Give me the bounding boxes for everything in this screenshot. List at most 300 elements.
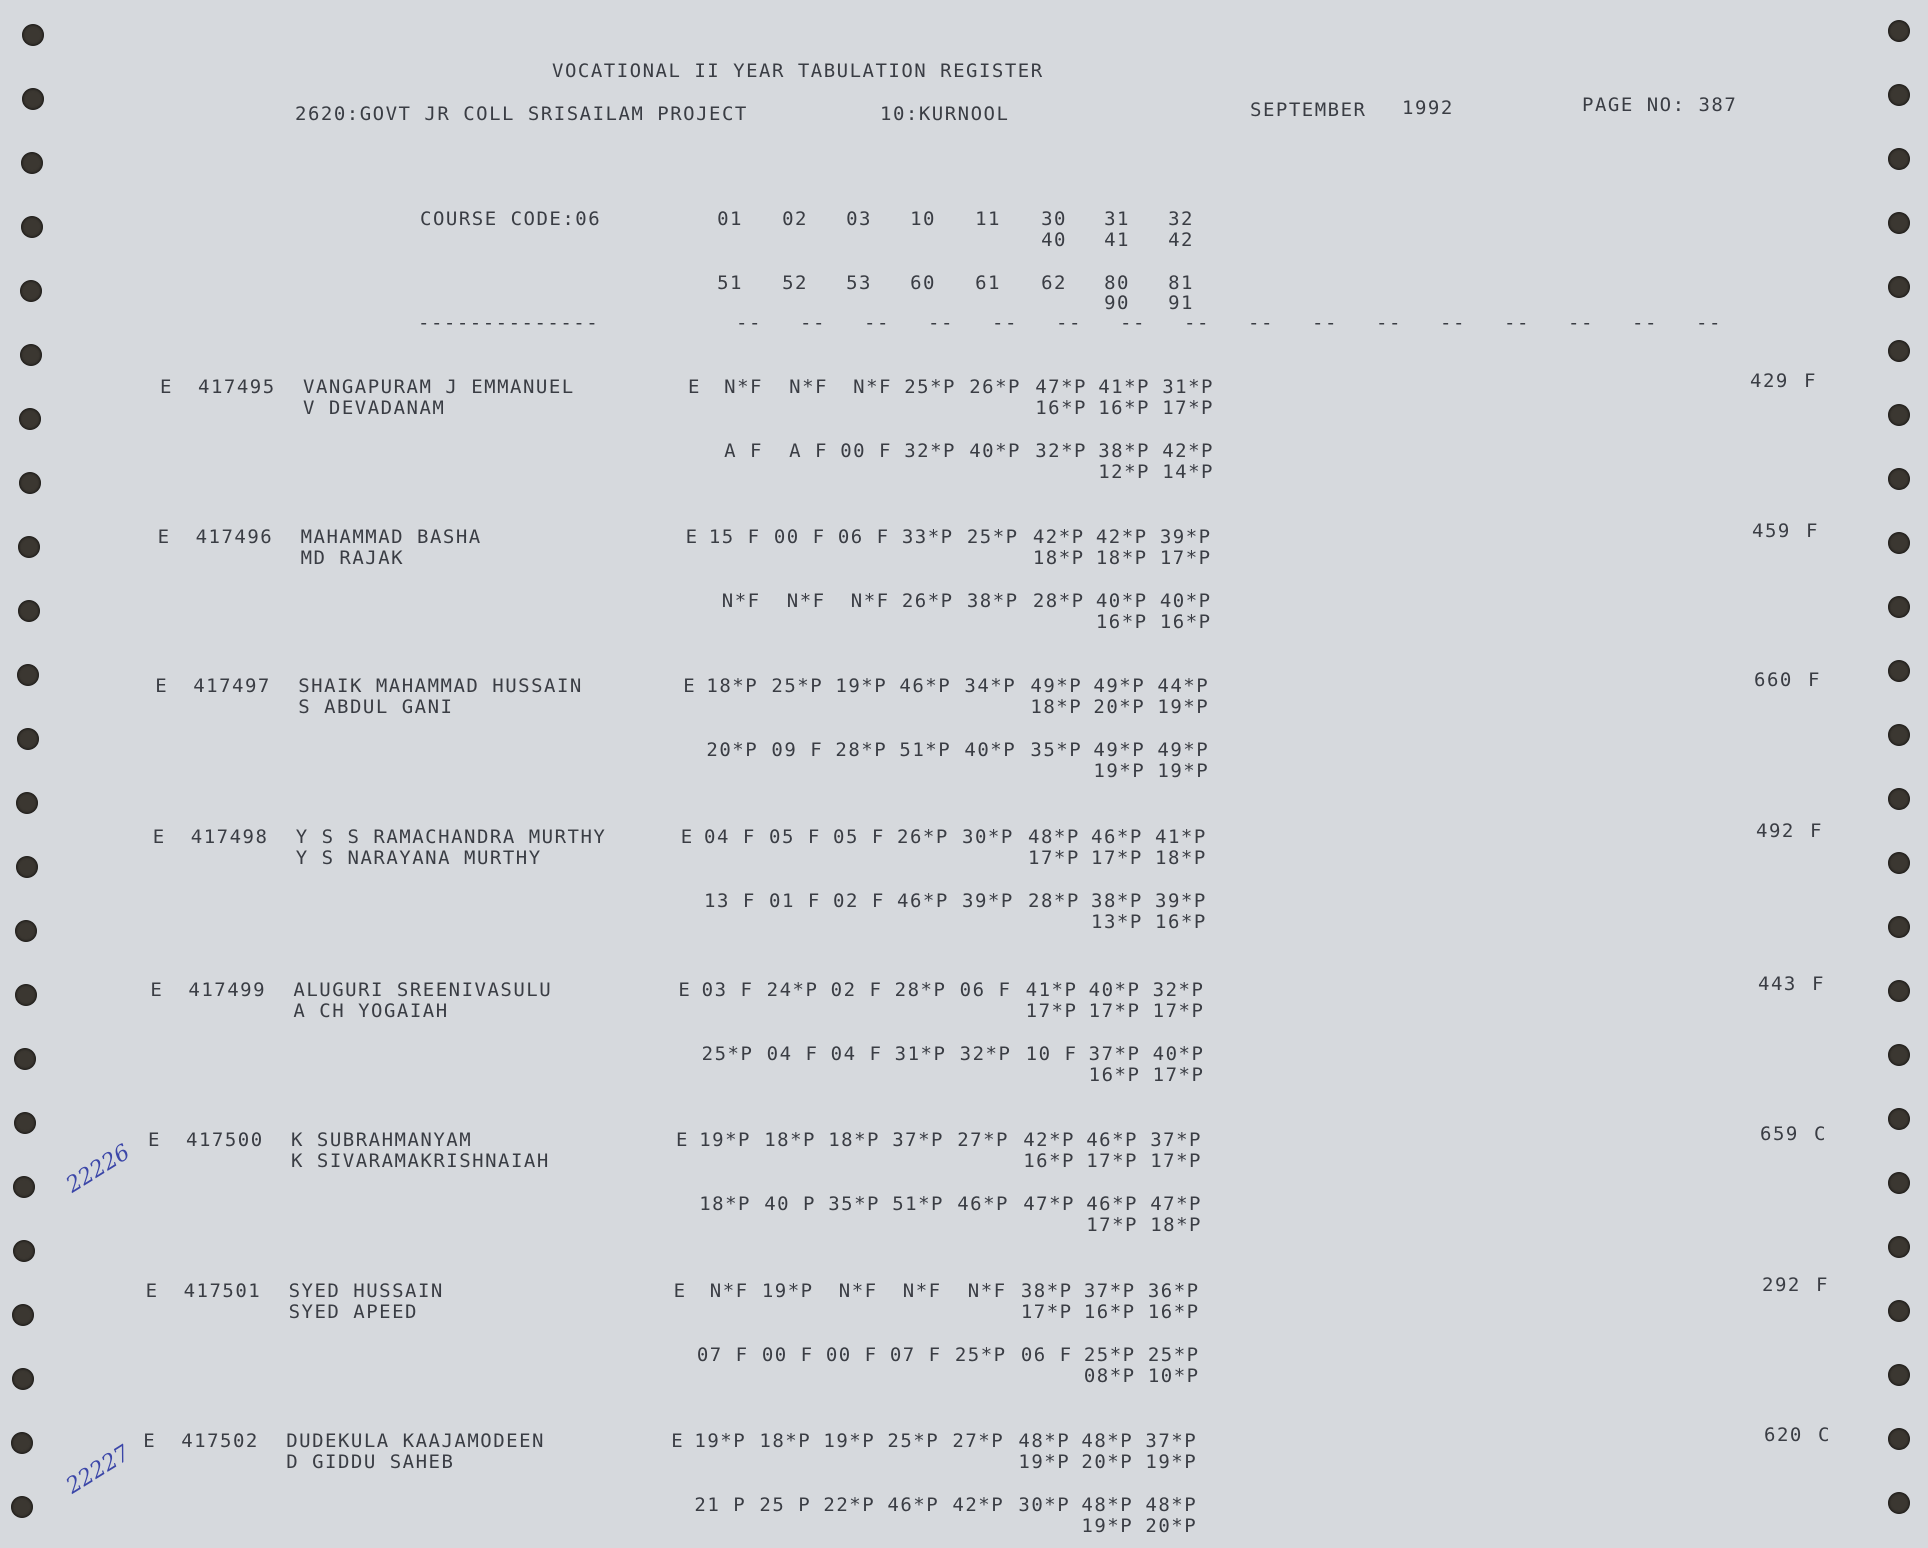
subject-code: 91 xyxy=(1168,292,1194,314)
mark: 46*P xyxy=(1086,1193,1138,1215)
feed-hole xyxy=(13,1240,35,1262)
mark: 18*P xyxy=(1032,547,1085,569)
mark: 32*P xyxy=(1152,979,1205,1001)
mark: 18*P xyxy=(1150,1214,1202,1236)
feed-hole xyxy=(16,856,38,878)
mark: 13*P xyxy=(1091,911,1143,933)
father-name: S ABDUL GANI xyxy=(298,696,454,718)
mark: A F xyxy=(724,440,763,462)
feed-hole xyxy=(21,216,43,238)
register-title: VOCATIONAL II YEAR TABULATION REGISTER xyxy=(552,60,1044,82)
subject-code: 61 xyxy=(975,272,1001,294)
mark: 00 F xyxy=(840,440,892,462)
total-marks: 429 xyxy=(1750,370,1789,392)
mark: 19*P xyxy=(1157,760,1210,782)
mark: 40*P xyxy=(964,739,1017,761)
father-name: Y S NARAYANA MURTHY xyxy=(295,847,542,869)
mark: 46*P xyxy=(1091,826,1143,848)
mark: 42*P xyxy=(1162,440,1214,462)
mark: 38*P xyxy=(1098,440,1150,462)
record-status: E xyxy=(143,1430,157,1452)
feed-hole xyxy=(12,1368,34,1390)
mark: 38*P xyxy=(966,590,1019,612)
column-dash: -- xyxy=(1248,312,1274,334)
mark: 31*P xyxy=(1162,376,1214,398)
mark: 37*P xyxy=(892,1129,944,1151)
mark: 42*P xyxy=(1023,1129,1075,1151)
mark: 49*P xyxy=(1030,675,1083,697)
subject-code: 02 xyxy=(782,208,808,230)
record-status: E xyxy=(150,979,164,1001)
course-underline: -------------- xyxy=(418,312,600,334)
result: F xyxy=(1810,820,1823,842)
mark: 16*P xyxy=(1083,1301,1136,1323)
feed-hole xyxy=(1888,20,1910,42)
mark: 16*P xyxy=(1088,1064,1141,1086)
mark: 35*P xyxy=(828,1193,880,1215)
mark: 46*P xyxy=(899,675,952,697)
mark: N*F xyxy=(902,1280,942,1302)
mark: 40 P xyxy=(764,1193,816,1215)
mark: 00 F xyxy=(773,526,826,548)
mark: 37*P xyxy=(1083,1280,1136,1302)
mark: 02 F xyxy=(833,890,885,912)
mark: 24*P xyxy=(766,979,819,1001)
feed-hole xyxy=(1888,148,1910,170)
medium: E xyxy=(683,675,697,697)
feed-hole xyxy=(1888,340,1910,362)
mark: 18*P xyxy=(706,675,759,697)
mark: 20*P xyxy=(1081,1451,1134,1473)
subject-code: 90 xyxy=(1104,292,1130,314)
medium: E xyxy=(680,826,694,848)
tractor-feed-holes-left xyxy=(22,0,62,1548)
feed-hole xyxy=(17,728,39,750)
mark: 20*P xyxy=(1093,696,1146,718)
subject-code: 31 xyxy=(1104,208,1130,230)
feed-hole xyxy=(1888,1236,1910,1258)
feed-hole xyxy=(18,536,40,558)
mark: 19*P xyxy=(694,1430,747,1452)
mark: 21 P xyxy=(694,1494,747,1516)
feed-hole xyxy=(14,1048,36,1070)
total-marks: 292 xyxy=(1762,1274,1801,1296)
mark: 19*P xyxy=(761,1280,814,1302)
mark: 19*P xyxy=(835,675,888,697)
mark: 32*P xyxy=(959,1043,1012,1065)
feed-hole xyxy=(17,664,39,686)
mark: 41*P xyxy=(1155,826,1207,848)
mark: 17*P xyxy=(1025,1000,1078,1022)
column-dash: -- xyxy=(800,312,826,334)
total-marks: 443 xyxy=(1758,973,1797,995)
subject-code: 01 xyxy=(717,208,743,230)
feed-hole xyxy=(1888,980,1910,1002)
mark: 06 F xyxy=(1020,1344,1073,1366)
mark: 25 P xyxy=(759,1494,812,1516)
mark: 06 F xyxy=(959,979,1012,1001)
feed-hole xyxy=(1888,212,1910,234)
feed-hole xyxy=(1888,724,1910,746)
total-marks: 492 xyxy=(1756,820,1795,842)
mark: 28*P xyxy=(835,739,888,761)
subject-code: 42 xyxy=(1168,229,1194,251)
column-dash: -- xyxy=(1504,312,1530,334)
mark: 49*P xyxy=(1157,739,1210,761)
handwritten-annotation: 22227 xyxy=(62,1440,135,1500)
mark: 06 F xyxy=(837,526,890,548)
feed-hole xyxy=(12,1304,34,1326)
mark: 26*P xyxy=(901,590,954,612)
tractor-feed-holes-right xyxy=(1880,0,1920,1548)
mark: 26*P xyxy=(897,826,949,848)
mark: 00 F xyxy=(825,1344,878,1366)
mark: 12*P xyxy=(1098,461,1150,483)
subject-code: 51 xyxy=(717,272,743,294)
roll-number: 417499 xyxy=(188,979,267,1001)
mark: 48*P xyxy=(1018,1430,1071,1452)
feed-hole xyxy=(1888,916,1910,938)
mark: 25*P xyxy=(771,675,824,697)
mark: 17*P xyxy=(1150,1150,1202,1172)
father-name: A CH YOGAIAH xyxy=(293,1000,449,1022)
feed-hole xyxy=(11,1432,33,1454)
mark: 35*P xyxy=(1030,739,1083,761)
mark: 49*P xyxy=(1093,739,1146,761)
mark: 16*P xyxy=(1098,397,1150,419)
subject-code: 32 xyxy=(1168,208,1194,230)
handwritten-annotation: 22226 xyxy=(62,1139,135,1199)
father-name: SYED APEED xyxy=(288,1301,418,1323)
student-name: Y S S RAMACHANDRA MURTHY xyxy=(295,826,607,848)
mark: 31*P xyxy=(894,1043,947,1065)
subject-code: 81 xyxy=(1168,272,1194,294)
column-dash: -- xyxy=(1440,312,1466,334)
mark: 04 F xyxy=(704,826,756,848)
record-status: E xyxy=(160,376,173,398)
mark: 19*P xyxy=(1081,1515,1134,1537)
mark: 38*P xyxy=(1091,890,1143,912)
mark: 16*P xyxy=(1159,611,1212,633)
subject-code: 80 xyxy=(1104,272,1130,294)
feed-hole xyxy=(1888,596,1910,618)
roll-number: 417500 xyxy=(186,1129,264,1151)
column-dash: -- xyxy=(1056,312,1082,334)
mark: N*F xyxy=(724,376,763,398)
feed-hole xyxy=(1888,1492,1910,1514)
mark: 19*P xyxy=(823,1430,876,1452)
feed-hole xyxy=(1888,1364,1910,1386)
mark: 42*P xyxy=(1032,526,1085,548)
feed-hole xyxy=(22,24,44,46)
feed-hole xyxy=(18,600,40,622)
feed-hole xyxy=(1888,1108,1910,1130)
mark: 37*P xyxy=(1088,1043,1141,1065)
medium: E xyxy=(685,526,699,548)
mark: 05 F xyxy=(833,826,885,848)
mark: 18*P xyxy=(828,1129,880,1151)
mark: 47*P xyxy=(1035,376,1087,398)
mark: 02 F xyxy=(830,979,883,1001)
mark: 10*P xyxy=(1147,1365,1200,1387)
mark: 25*P xyxy=(887,1430,940,1452)
feed-hole xyxy=(19,408,41,430)
result: F xyxy=(1808,669,1821,691)
record-status: E xyxy=(145,1280,159,1302)
mark: 28*P xyxy=(1028,890,1080,912)
mark: 40*P xyxy=(1152,1043,1205,1065)
mark: 20*P xyxy=(1145,1515,1198,1537)
mark: 32*P xyxy=(904,440,956,462)
subject-code: 52 xyxy=(782,272,808,294)
mark: 30*P xyxy=(962,826,1014,848)
subject-code: 53 xyxy=(846,272,872,294)
result: F xyxy=(1804,370,1817,392)
mark: 17*P xyxy=(1159,547,1212,569)
mark: 28*P xyxy=(1032,590,1085,612)
feed-hole xyxy=(1888,532,1910,554)
feed-hole xyxy=(1888,788,1910,810)
mark: 18*P xyxy=(759,1430,812,1452)
feed-hole xyxy=(21,152,43,174)
student-name: VANGAPURAM J EMMANUEL xyxy=(303,376,575,398)
column-dash: -- xyxy=(736,312,762,334)
mark: 19*P xyxy=(1145,1451,1198,1473)
mark: N*F xyxy=(789,376,828,398)
exam-month: SEPTEMBER xyxy=(1250,99,1367,121)
mark: 13 F xyxy=(704,890,756,912)
feed-hole xyxy=(1888,1428,1910,1450)
mark: N*F xyxy=(786,590,826,612)
mark: 28*P xyxy=(894,979,947,1001)
mark: 51*P xyxy=(892,1193,944,1215)
column-dash: -- xyxy=(1632,312,1658,334)
result: F xyxy=(1806,520,1819,542)
feed-hole xyxy=(1888,1044,1910,1066)
column-dash: -- xyxy=(1120,312,1146,334)
student-name: ALUGURI SREENIVASULU xyxy=(293,979,553,1001)
mark: 48*P xyxy=(1145,1494,1198,1516)
feed-hole xyxy=(19,472,41,494)
mark: 25*P xyxy=(954,1344,1007,1366)
mark: 10 F xyxy=(1025,1043,1078,1065)
subject-code: 40 xyxy=(1041,229,1067,251)
mark: 46*P xyxy=(957,1193,1009,1215)
student-name: SHAIK MAHAMMAD HUSSAIN xyxy=(298,675,583,697)
page-number: PAGE NO: 387 xyxy=(1582,94,1738,116)
column-dash: -- xyxy=(928,312,954,334)
mark: 15 F xyxy=(708,526,761,548)
mark: 04 F xyxy=(830,1043,883,1065)
medium: E xyxy=(678,979,692,1001)
mark: N*F xyxy=(709,1280,749,1302)
mark: 08*P xyxy=(1083,1365,1136,1387)
district-name: 10:KURNOOL xyxy=(880,103,1010,125)
column-dash: -- xyxy=(1696,312,1722,334)
mark: 07 F xyxy=(889,1344,942,1366)
mark: 17*P xyxy=(1091,847,1143,869)
mark: 17*P xyxy=(1028,847,1080,869)
student-name: MAHAMMAD BASHA xyxy=(300,526,482,548)
mark: 40*P xyxy=(1095,590,1148,612)
mark: 16*P xyxy=(1095,611,1148,633)
feed-hole xyxy=(1888,1300,1910,1322)
mark: 40*P xyxy=(1159,590,1212,612)
mark: 20*P xyxy=(706,739,759,761)
mark: 33*P xyxy=(901,526,954,548)
record-status: E xyxy=(152,826,166,848)
college-name: 2620:GOVT JR COLL SRISAILAM PROJECT xyxy=(295,103,748,125)
mark: 39*P xyxy=(1155,890,1207,912)
feed-hole xyxy=(15,920,37,942)
mark: 38*P xyxy=(1020,1280,1073,1302)
mark: A F xyxy=(789,440,828,462)
subject-code: 10 xyxy=(910,208,936,230)
medium: E xyxy=(688,376,701,398)
subject-code: 03 xyxy=(846,208,872,230)
subject-code: 11 xyxy=(975,208,1001,230)
mark: 46*P xyxy=(1086,1129,1138,1151)
mark: 18*P xyxy=(1155,847,1207,869)
roll-number: 417498 xyxy=(190,826,269,848)
mark: 47*P xyxy=(1150,1193,1202,1215)
mark: 48*P xyxy=(1028,826,1080,848)
mark: 17*P xyxy=(1162,397,1214,419)
mark: 40*P xyxy=(1088,979,1141,1001)
mark: 18*P xyxy=(764,1129,816,1151)
mark: 19*P xyxy=(1018,1451,1071,1473)
feed-hole xyxy=(1888,84,1910,106)
feed-hole xyxy=(22,88,44,110)
mark: 17*P xyxy=(1086,1214,1138,1236)
mark: 32*P xyxy=(1035,440,1087,462)
mark: 25*P xyxy=(701,1043,754,1065)
mark: 48*P xyxy=(1081,1494,1134,1516)
mark: 16*P xyxy=(1035,397,1087,419)
roll-number: 417495 xyxy=(198,376,276,398)
mark: 27*P xyxy=(952,1430,1005,1452)
mark: 22*P xyxy=(823,1494,876,1516)
mark: 36*P xyxy=(1147,1280,1200,1302)
mark: 25*P xyxy=(966,526,1019,548)
total-marks: 659 xyxy=(1760,1123,1799,1145)
result: C xyxy=(1814,1123,1827,1145)
record-status: E xyxy=(155,675,169,697)
mark: 41*P xyxy=(1098,376,1150,398)
result: C xyxy=(1818,1424,1831,1446)
mark: 17*P xyxy=(1152,1064,1205,1086)
mark: 48*P xyxy=(1081,1430,1134,1452)
mark: 37*P xyxy=(1150,1129,1202,1151)
record-status: E xyxy=(157,526,171,548)
roll-number: 417502 xyxy=(181,1430,259,1452)
medium: E xyxy=(671,1430,685,1452)
subject-code: 60 xyxy=(910,272,936,294)
mark: 07 F xyxy=(696,1344,749,1366)
mark: 42*P xyxy=(952,1494,1005,1516)
mark: 37*P xyxy=(1145,1430,1198,1452)
mark: 25*P xyxy=(1083,1344,1136,1366)
subject-code: 41 xyxy=(1104,229,1130,251)
father-name: K SIVARAMAKRISHNAIAH xyxy=(291,1150,550,1172)
column-dash: -- xyxy=(1312,312,1338,334)
result: F xyxy=(1812,973,1825,995)
mark: 19*P xyxy=(1157,696,1210,718)
mark: 49*P xyxy=(1093,675,1146,697)
feed-hole xyxy=(14,1112,36,1134)
mark: 17*P xyxy=(1020,1301,1073,1323)
column-dash: -- xyxy=(864,312,890,334)
mark: 14*P xyxy=(1162,461,1214,483)
subject-code: 30 xyxy=(1041,208,1067,230)
mark: 16*P xyxy=(1147,1301,1200,1323)
mark: 39*P xyxy=(1159,526,1212,548)
total-marks: 620 xyxy=(1764,1424,1803,1446)
mark: 03 F xyxy=(701,979,754,1001)
course-code: COURSE CODE:06 xyxy=(420,208,602,230)
medium: E xyxy=(676,1129,689,1151)
feed-hole xyxy=(20,344,42,366)
subject-code: 62 xyxy=(1041,272,1067,294)
column-dash: -- xyxy=(1376,312,1402,334)
feed-hole xyxy=(1888,468,1910,490)
father-name: D GIDDU SAHEB xyxy=(286,1451,455,1473)
roll-number: 417501 xyxy=(183,1280,262,1302)
mark: 17*P xyxy=(1088,1000,1141,1022)
feed-hole xyxy=(1888,852,1910,874)
exam-year: 1992 xyxy=(1402,97,1454,119)
mark: 16*P xyxy=(1023,1150,1075,1172)
column-dash: -- xyxy=(1568,312,1594,334)
mark: 47*P xyxy=(1023,1193,1075,1215)
student-name: SYED HUSSAIN xyxy=(288,1280,444,1302)
mark: 42*P xyxy=(1095,526,1148,548)
mark: 05 F xyxy=(769,826,821,848)
mark: 18*P xyxy=(1030,696,1083,718)
mark: 18*P xyxy=(699,1193,751,1215)
mark: 40*P xyxy=(969,440,1021,462)
mark: 34*P xyxy=(964,675,1017,697)
feed-hole xyxy=(15,984,37,1006)
mark: N*F xyxy=(967,1280,1007,1302)
mark: N*F xyxy=(721,590,761,612)
total-marks: 459 xyxy=(1752,520,1791,542)
feed-hole xyxy=(11,1496,33,1518)
mark: 39*P xyxy=(962,890,1014,912)
mark: N*F xyxy=(838,1280,878,1302)
mark: 19*P xyxy=(1093,760,1146,782)
mark: 41*P xyxy=(1025,979,1078,1001)
feed-hole xyxy=(1888,404,1910,426)
father-name: MD RAJAK xyxy=(300,547,405,569)
mark: N*F xyxy=(853,376,892,398)
mark: 01 F xyxy=(769,890,821,912)
mark: 30*P xyxy=(1018,1494,1071,1516)
medium: E xyxy=(673,1280,687,1302)
roll-number: 417497 xyxy=(193,675,271,697)
feed-hole xyxy=(20,280,42,302)
feed-hole xyxy=(1888,660,1910,682)
student-name: K SUBRAHMANYAM xyxy=(291,1129,473,1151)
mark: 27*P xyxy=(957,1129,1009,1151)
total-marks: 660 xyxy=(1754,669,1793,691)
mark: 46*P xyxy=(887,1494,940,1516)
student-name: DUDEKULA KAAJAMODEEN xyxy=(286,1430,545,1452)
mark: 04 F xyxy=(766,1043,819,1065)
column-dash: -- xyxy=(1184,312,1210,334)
mark: 17*P xyxy=(1086,1150,1138,1172)
record-status: E xyxy=(148,1129,161,1151)
